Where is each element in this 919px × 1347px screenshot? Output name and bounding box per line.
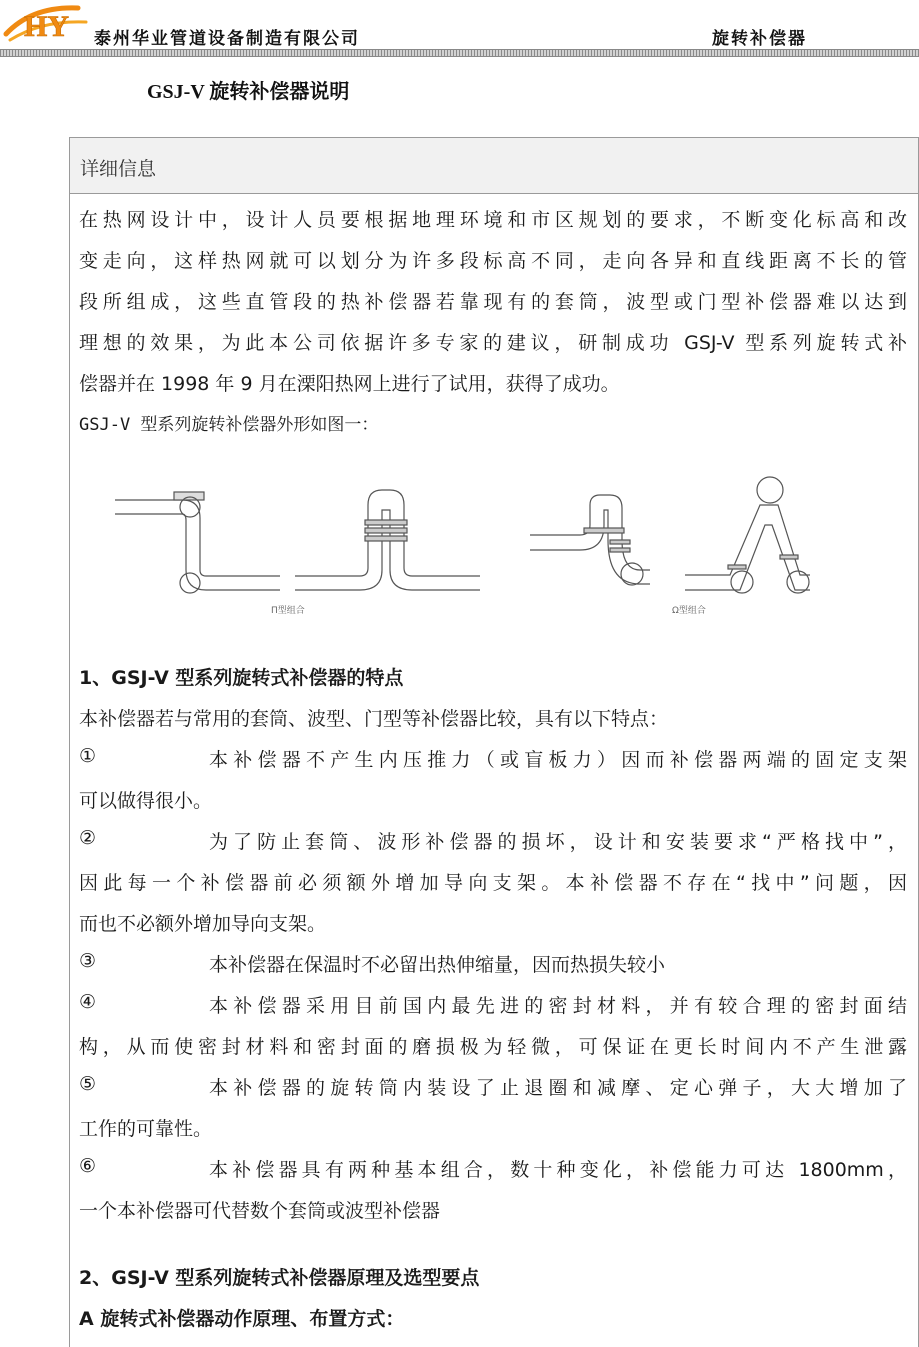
intro-line: 理想的效果，为此本公司依据许多专家的建议，研制成功 GSJ-V 型系列旋转式补 (79, 332, 908, 354)
item-number: ⑤ (79, 1073, 97, 1095)
feature-item-line: 本补偿器采用目前国内最先进的密封材料，并有较合理的密封面结 (209, 995, 907, 1017)
feature-item-line: 工作的可靠性。 (79, 1118, 213, 1140)
feature-item-line: 本补偿器具有两种基本组合，数十种变化，补偿能力可达 1800mm， (209, 1159, 907, 1181)
item-number: ③ (79, 950, 97, 972)
page-header (0, 0, 919, 56)
feature-item-line: 一个本补偿器可代替数个套筒或波型补偿器 (79, 1200, 441, 1222)
svg-text:HY: HY (24, 10, 69, 43)
intro-line: 在热网设计中，设计人员要根据地理环境和市区规划的要求，不断变化标高和改 (79, 209, 907, 231)
panel-title: 详细信息 (80, 158, 157, 180)
panel-header (70, 137, 918, 194)
product-name: 旋转补偿器 (712, 29, 807, 49)
header-divider (0, 49, 919, 57)
feature-item-line: 因此每一个补偿器前必须额外增加导向支架。本补偿器不存在“找中”问题，因 (79, 872, 907, 894)
feature-item-line: 构，从而使密封材料和密封面的磨损极为轻微，可保证在更长时间内不产生泄露 (79, 1036, 907, 1058)
company-name: 泰州华业管道设备制造有限公司 (94, 29, 360, 49)
company-logo (2, 4, 88, 44)
intro-line: 偿器并在 1998 年 9 月在溧阳热网上进行了试用，获得了成功。 (79, 373, 620, 395)
figure-label-omega: Ω型组合 (672, 606, 706, 616)
figure-caption-line: GSJ-V 型系列旋转补偿器外形如图一： (79, 415, 379, 435)
intro-line: 变走向，这样热网就可以划分为许多段标高不同，走向各异和直线距离不长的管 (79, 250, 907, 272)
feature-item-line: 而也不必额外增加导向支架。 (79, 913, 327, 935)
section1-lead: 本补偿器若与常用的套筒、波型、门型等补偿器比较，具有以下特点： (79, 708, 669, 730)
feature-item-line: 本补偿器不产生内压推力（或盲板力）因而补偿器两端的固定支架 (209, 749, 907, 771)
feature-item-line: 可以做得很小。 (79, 790, 213, 812)
item-number: ④ (79, 991, 97, 1013)
compensator-figure (110, 470, 810, 625)
item-number: ② (79, 827, 97, 849)
section2-heading: 2、GSJ-V 型系列旋转式补偿器原理及选型要点 (79, 1267, 480, 1289)
item-number: ⑥ (79, 1155, 97, 1177)
item-number: ① (79, 745, 97, 767)
figure-label-pi: Π型组合 (271, 606, 305, 616)
section1-heading: 1、GSJ-V 型系列旋转式补偿器的特点 (79, 667, 404, 689)
feature-item-line: 本补偿器的旋转筒内装设了止退圈和减摩、定心弹子，大大增加了 (209, 1077, 907, 1099)
section2-subheading: A 旋转式补偿器动作原理、布置方式： (79, 1308, 405, 1330)
intro-line: 段所组成，这些直管段的热补偿器若靠现有的套筒，波型或门型补偿器难以达到 (79, 291, 907, 313)
feature-item-line: 本补偿器在保温时不必留出热伸缩量，因而热损失较小 (209, 954, 666, 976)
feature-item-line: 为了防止套筒、波形补偿器的损坏，设计和安装要求“严格找中”， (209, 831, 907, 853)
document-title: GSJ-V 旋转补偿器说明 (147, 81, 350, 103)
